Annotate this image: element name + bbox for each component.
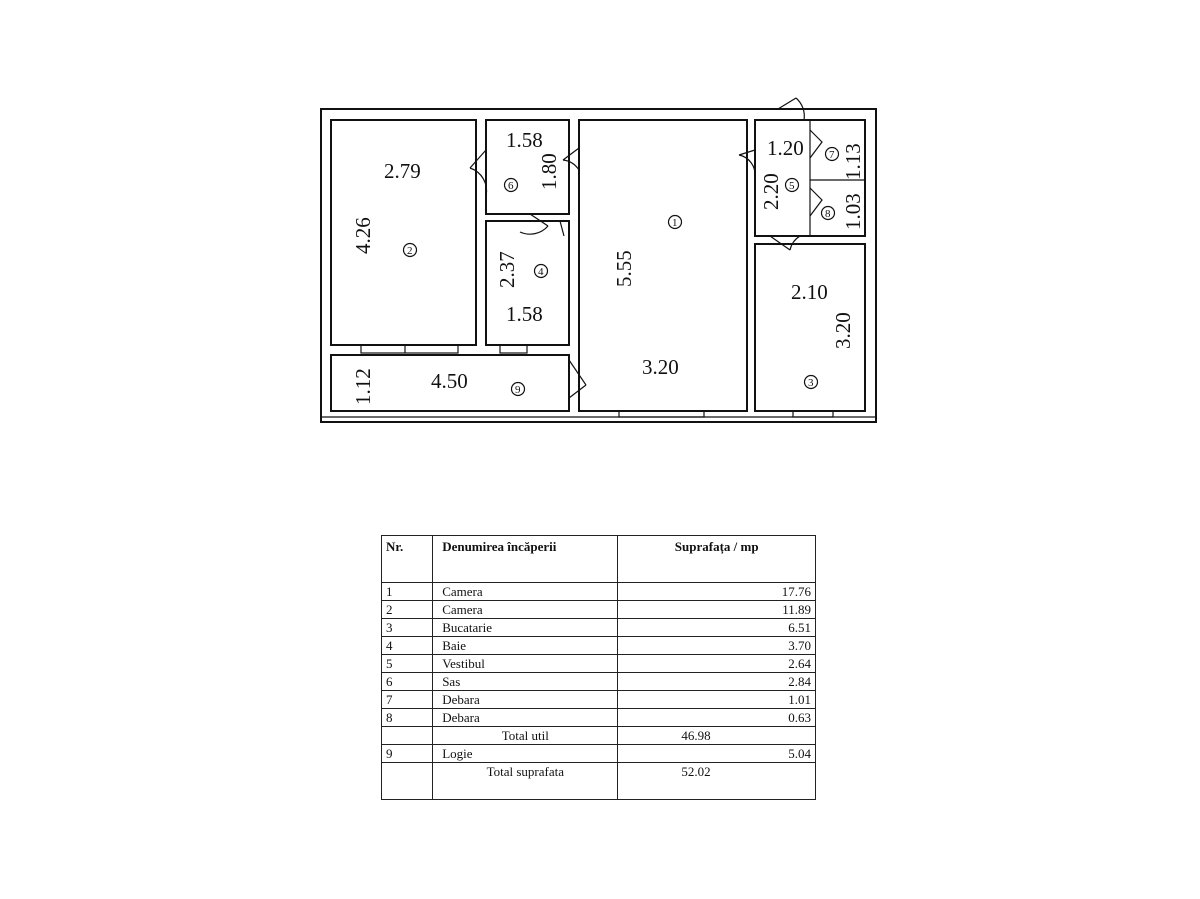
row-area: 3.70 [618, 637, 816, 655]
table-row [382, 583, 816, 601]
total-suprafata-label: Total suprafata [433, 763, 618, 800]
total-suprafata-row [382, 763, 816, 800]
header-nr: Nr. [382, 536, 433, 583]
row-nr: 4 [382, 637, 433, 655]
rooms-area-table [381, 535, 816, 800]
room-number-6 [505, 179, 518, 193]
row-area: 2.64 [618, 655, 816, 673]
empty-cell [382, 763, 433, 800]
svg-text:3: 3 [808, 377, 814, 389]
table-row [382, 619, 816, 637]
room-1-door [563, 148, 579, 170]
dim-r3-length: 3.20 [831, 312, 855, 349]
svg-text:6: 6 [508, 180, 514, 192]
row-area: 6.51 [618, 619, 816, 637]
dim-r9-width: 1.12 [351, 368, 375, 405]
table-row [382, 601, 816, 619]
dim-r6-length: 1.80 [537, 153, 561, 190]
total-util-row [382, 727, 816, 745]
svg-text:1: 1 [672, 217, 678, 229]
room-4-door [560, 221, 564, 236]
dim-r9-length: 4.50 [431, 369, 468, 393]
row-nr: 1 [382, 583, 433, 601]
row-name: Camera [433, 601, 618, 619]
room-2-window [361, 345, 458, 353]
room-number-3 [805, 376, 818, 390]
room-number-8 [822, 207, 835, 221]
room-9-door [569, 360, 586, 398]
room-7-door [810, 130, 822, 158]
row-name: Debara [433, 709, 618, 727]
dim-r2-width: 2.79 [384, 159, 421, 183]
total-util-value: 46.98 [618, 727, 816, 745]
header-room-name: Denumirea încăperii [433, 536, 618, 583]
row-name: Logie [433, 745, 618, 763]
row-name: Bucatarie [433, 619, 618, 637]
table-row [382, 673, 816, 691]
dim-r4-width: 1.58 [506, 302, 543, 326]
row-area: 11.89 [618, 601, 816, 619]
row-nr: 9 [382, 745, 433, 763]
row-area: 17.76 [618, 583, 816, 601]
table-row [382, 655, 816, 673]
dim-r4-length: 2.37 [495, 251, 519, 288]
room-4-window [500, 345, 527, 353]
room-6-door-bottom [520, 214, 548, 234]
svg-text:8: 8 [825, 208, 831, 220]
dim-r5-length: 2.20 [759, 173, 783, 210]
room-number-4 [535, 265, 548, 279]
room-number-1 [669, 216, 682, 230]
row-nr: 6 [382, 673, 433, 691]
row-area: 5.04 [618, 745, 816, 763]
header-area: Suprafața / mp [618, 536, 816, 583]
svg-text:2: 2 [407, 245, 413, 257]
table-row [382, 637, 816, 655]
row-area: 2.84 [618, 673, 816, 691]
svg-text:7: 7 [829, 149, 835, 161]
dim-r6-width: 1.58 [506, 128, 543, 152]
row-name: Baie [433, 637, 618, 655]
dim-r2-length: 4.26 [351, 217, 375, 254]
row-area: 0.63 [618, 709, 816, 727]
table-row [382, 745, 816, 763]
svg-text:5: 5 [789, 180, 795, 192]
dim-r7-length: 1.13 [841, 143, 865, 180]
svg-text:9: 9 [515, 384, 521, 396]
room-number-2 [404, 244, 417, 258]
row-nr: 5 [382, 655, 433, 673]
row-nr: 7 [382, 691, 433, 709]
room-8-door [810, 188, 822, 216]
dim-r1-width: 3.20 [642, 355, 679, 379]
svg-text:4: 4 [538, 266, 544, 278]
row-name: Vestibul [433, 655, 618, 673]
room-number-7 [826, 148, 839, 162]
table-header-row [382, 536, 816, 583]
dim-r3-width: 2.10 [791, 280, 828, 304]
total-suprafata-value: 52.02 [618, 763, 816, 800]
dim-r1-length: 5.55 [612, 250, 636, 287]
empty-cell [382, 727, 433, 745]
row-name: Camera [433, 583, 618, 601]
row-area: 1.01 [618, 691, 816, 709]
row-name: Debara [433, 691, 618, 709]
room-number-9 [512, 383, 525, 397]
room-number-5 [786, 179, 799, 193]
table-row [382, 691, 816, 709]
row-nr: 2 [382, 601, 433, 619]
table-row [382, 709, 816, 727]
dim-r8-length: 1.03 [841, 193, 865, 230]
total-util-label: Total util [433, 727, 618, 745]
row-name: Sas [433, 673, 618, 691]
row-nr: 3 [382, 619, 433, 637]
dim-r5-width: 1.20 [767, 136, 804, 160]
row-nr: 8 [382, 709, 433, 727]
room-6-door [470, 150, 487, 196]
